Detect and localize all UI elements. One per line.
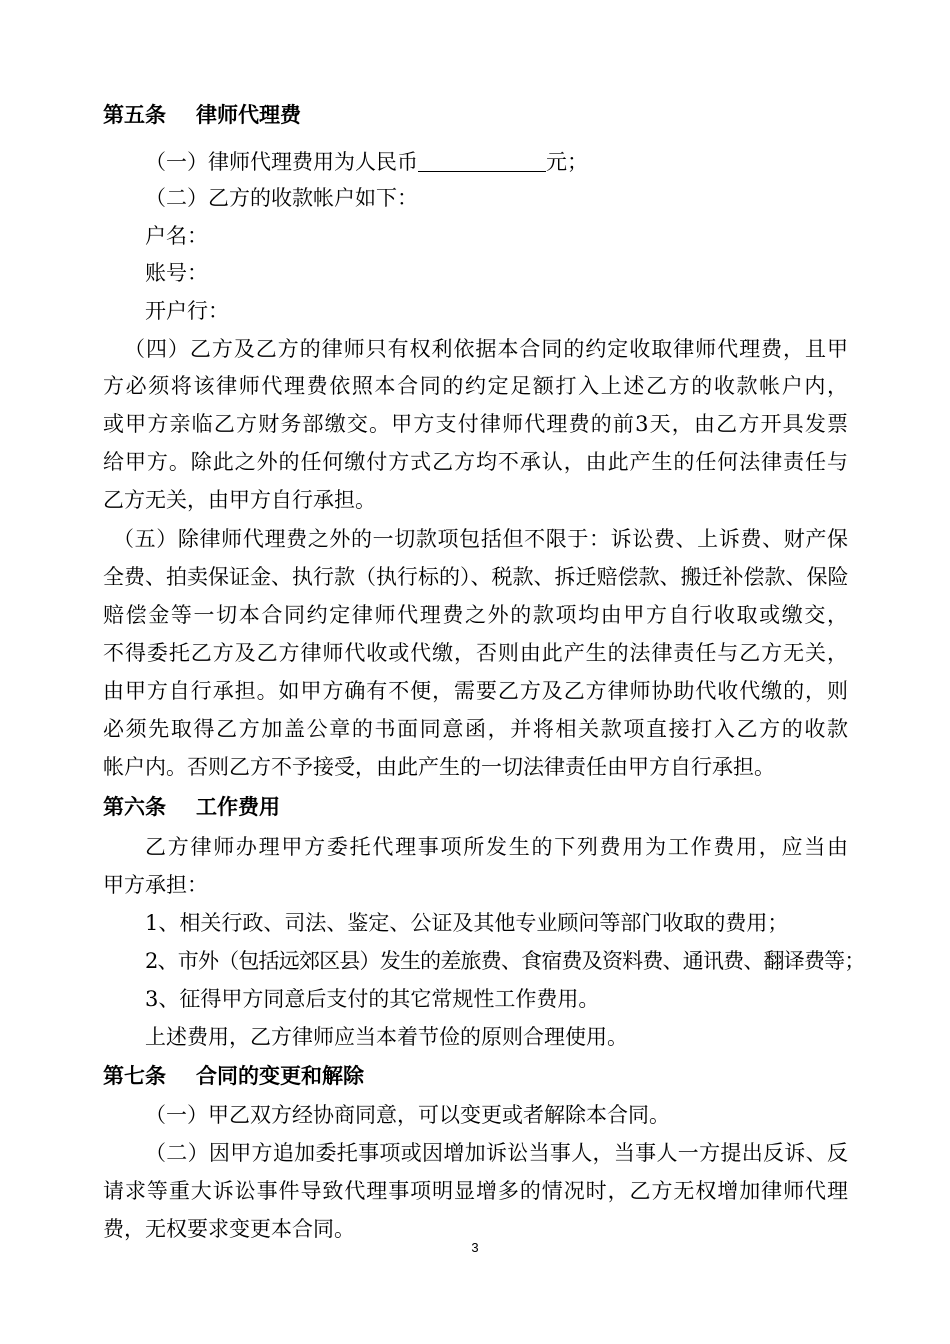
article-6-intro-line: 甲方承担： bbox=[103, 873, 208, 897]
article-6-number: 第六条 bbox=[103, 795, 166, 819]
work-fee-closing: 上述费用，乙方律师应当本着节俭的原则合理使用。 bbox=[145, 1025, 628, 1049]
clause-7-2-line: 请求等重大诉讼事件导致代理事项明显增多的情况时，乙方无权增加律师代理 bbox=[103, 1179, 848, 1203]
clause-7-1: （一）甲乙双方经协商同意，可以变更或者解除本合同。 bbox=[145, 1103, 670, 1127]
fee-amount-blank bbox=[418, 151, 546, 172]
clause-5-5-line: 帐户内。否则乙方不予接受，由此产生的一切法律责任由甲方自行承担。 bbox=[103, 755, 775, 779]
clause-5-5-line: 由甲方自行承担。如甲方确有不便，需要乙方及乙方律师协助代收代缴的，则 bbox=[103, 679, 848, 703]
work-fee-item-1: 1、相关行政、司法、鉴定、公证及其他专业顾问等部门收取的费用； bbox=[145, 911, 789, 935]
clause-5-4-line: 给甲方。除此之外的任何缴付方式乙方均不承认，由此产生的任何法律责任与 bbox=[103, 450, 848, 474]
clause-5-5-line: 必须先取得乙方加盖公章的书面同意函，并将相关款项直接打入乙方的收款 bbox=[103, 717, 848, 741]
clause-5-4-line: （四）乙方及乙方的律师只有权利依据本合同的约定收取律师代理费，且甲 bbox=[124, 337, 848, 361]
work-fee-item-3: 3、征得甲方同意后支付的其它常规性工作费用。 bbox=[145, 987, 600, 1011]
article-5-heading bbox=[103, 101, 848, 129]
article-5-title: 律师代理费 bbox=[196, 103, 301, 127]
account-name-label: 户名： bbox=[145, 224, 208, 248]
clause-5-5-line: （五）除律师代理费之外的一切款项包括但不限于：诉讼费、上诉费、财产保 bbox=[113, 527, 848, 551]
article-6-title: 工作费用 bbox=[196, 795, 280, 819]
clause-5-5-line: 不得委托乙方及乙方律师代收或代缴，否则由此产生的法律责任与乙方无关， bbox=[103, 641, 848, 665]
account-number-label: 账号： bbox=[145, 261, 208, 285]
page-number: 3 bbox=[471, 1240, 479, 1255]
article-5-number: 第五条 bbox=[103, 103, 166, 127]
fee-amount-line bbox=[145, 148, 890, 176]
clause-5-4-line: 或甲方亲临乙方财务部缴交。甲方支付律师代理费的前3天，由乙方开具发票 bbox=[103, 412, 848, 436]
clause-5-4-line: 方必须将该律师代理费依照本合同的约定足额打入上述乙方的收款帐户内， bbox=[103, 374, 848, 398]
account-bank-label: 开户行： bbox=[145, 299, 229, 323]
article-7-heading bbox=[103, 1062, 848, 1090]
clause-5-5-line: 全费、拍卖保证金、执行款（执行标的）、税款、拆迁赔偿款、搬迁补偿款、保险 bbox=[103, 565, 849, 589]
clause-7-2-line: 费，无权要求变更本合同。 bbox=[103, 1217, 355, 1241]
work-fee-item-2: 2、市外（包括远郊区县）发生的差旅费、食宿费及资料费、通讯费、翻译费等； bbox=[145, 949, 865, 973]
article-7-number: 第七条 bbox=[103, 1064, 166, 1088]
fee-suffix: 元； bbox=[546, 150, 588, 174]
article-6-intro-line: 乙方律师办理甲方委托代理事项所发生的下列费用为工作费用，应当由 bbox=[145, 835, 848, 859]
clause-7-2-line: （二）因甲方追加委托事项或因增加诉讼当事人，当事人一方提出反诉、反 bbox=[145, 1141, 848, 1165]
fee-prefix: （一）律师代理费用为人民币 bbox=[145, 150, 418, 174]
clause-5-4-line: 乙方无关，由甲方自行承担。 bbox=[103, 488, 376, 512]
article-7-title: 合同的变更和解除 bbox=[196, 1064, 364, 1088]
account-intro: （二）乙方的收款帐户如下： bbox=[145, 186, 418, 210]
clause-5-5-line: 赔偿金等一切本合同约定律师代理费之外的款项均由甲方自行收取或缴交， bbox=[103, 603, 848, 627]
article-6-heading bbox=[103, 793, 848, 821]
